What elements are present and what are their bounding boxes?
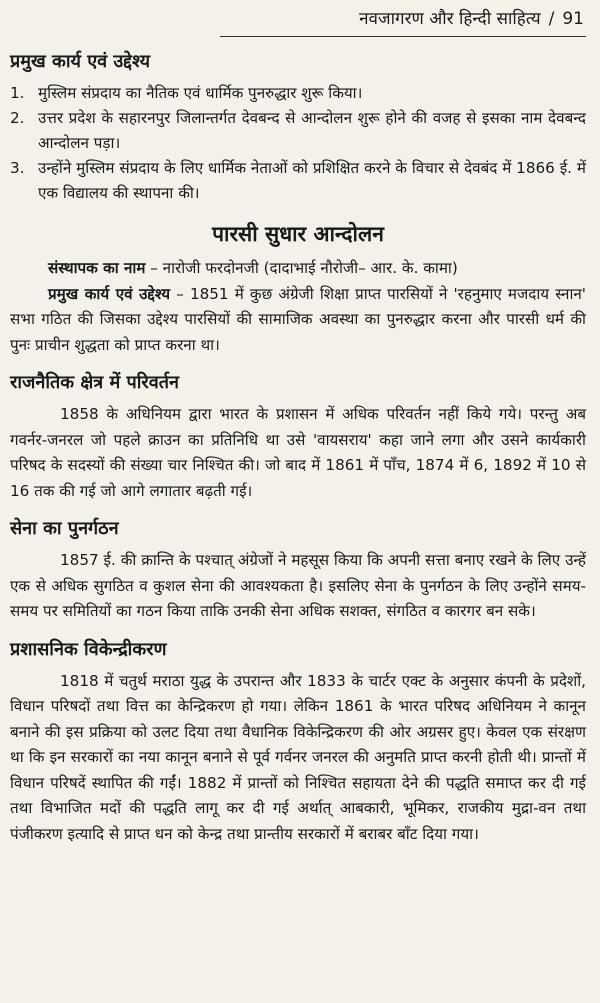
parsi-aims-text: – 1851 में कुछ अंग्रेजी शिक्षा प्राप्त पारसियों ने 'रहनुमाए मजदाय स्नान' सभा गठित की जिसका उद्देश्य पारसियों की सामाजिक अवस्था का पुनरुद्धार करना और पारसी धर्म की पुनः प्राचीन शुद्धता को प्राप्त करना था। <box>10 284 586 354</box>
section-heading-army: सेना का पुनर्गठन <box>10 518 119 539</box>
army-paragraph: 1857 ई. की क्रान्ति के पश्चात् अंग्रेजों ने महसूस किया कि अपनी सत्ता बनाए रखने के लिए उन्हें एक से अधिक सुगठित व कुशल सेना की आवश्यकता है। इसलिए सेना के पुनर्गठन के लिए उन्होंने समय-समय पर समितियों का गठन किया ताकि उनकी सेना अधिक सशक्त, संगठित व कारगर बन सके। <box>10 551 586 620</box>
list-number: 2. <box>10 109 25 127</box>
list-text: उत्तर प्रदेश के सहारनपुर जिलान्तर्गत देवबन्द से आन्दोलन शुरू होने की वजह से इसका नाम देवबन्द आन्दोलन पड़ा। <box>38 109 586 152</box>
list-item <box>10 156 586 206</box>
section-heading-aims: प्रमुख कार्य एवं उद्देश्य <box>10 51 151 72</box>
founder-paragraph <box>10 256 586 282</box>
header-separator: / <box>548 9 555 29</box>
page-number: 91 <box>562 9 584 29</box>
political-paragraph: 1858 के अधिनियम द्वारा भारत के प्रशासन में अधिक परिवर्तन नहीं किये गये। परन्तु अब गवर्नर-जनरल जो पहले क्राउन का प्रतिनिधि था उसे 'वायसराय' कहा जाने लगा और उसने कार्यकारी परिषद के सदस्यों की संख्या चार निश्चित की। जो बाद में 1861 में पाँच, 1874 में 6, 1892 में 10 से 16 तक की गई जो आगे लगातार बढ़ती गई। <box>10 405 586 500</box>
list-number: 3. <box>10 159 25 177</box>
running-header <box>220 6 586 37</box>
list-item <box>10 81 586 106</box>
parsi-aims-label: प्रमुख कार्य एवं उद्देश्य <box>48 284 171 303</box>
list-item <box>10 106 586 156</box>
section-title-parsi: पारसी सुधार आन्दोलन <box>212 222 384 246</box>
founder-label: संस्थापक का नाम <box>48 259 146 277</box>
list-number: 1. <box>10 84 25 102</box>
header-title: नवजागरण और हिन्दी साहित्य <box>359 9 541 29</box>
list-text: मुस्लिम संप्रदाय का नैतिक एवं धार्मिक पुनरुद्धार शुरू किया। <box>38 84 363 102</box>
parsi-aims-paragraph <box>10 282 586 359</box>
section-heading-political: राजनैतिक क्षेत्र में परिवर्तन <box>10 372 180 393</box>
founder-text: – नारोजी फरदोनजी (दादाभाई नौरोजी– आर. के. कामा) <box>145 259 458 277</box>
admin-paragraph: 1818 में चतुर्थ मराठा युद्ध के उपरान्त और 1833 के चार्टर एक्ट के अनुसार कंपनी के प्रदेशों, विधान परिषदों तथा वित्त का केन्द्रिकरण हो गया। लेकिन 1861 के भारत परिषद अधिनियम ने कानून बनाने की इस प्रक्रिया को उलट दिया तथा वैधानिक विकेन्द्रिकरण की ओर अग्रसर हुए। केवल एक संरक्षण था कि इन सरकारों का नया कानून बनाने से पूर्व गर्वनर जनरल की अनुमति प्राप्त करनी होती थी। प्रान्तों में विधान परिषदें स्थापित की गईं। 1882 में प्रान्तों को निश्चित सहायता देने की पद्धति समाप्त कर दी गई तथा विभाजित मदों की पद्धति लागू कर दी गई अर्थात् आबकारी, भूमिकर, राजकीय मुद्रा-वन तथा पंजीकरण इत्यादि से प्राप्त धन को केन्द्र तथा प्रान्तीय सरकारों में बराबर बाँट दिया गया। <box>10 671 586 843</box>
aims-list <box>10 81 586 206</box>
list-text: उन्होंने मुस्लिम संप्रदाय के लिए धार्मिक नेताओं को प्रशिक्षित करने के विचार से देवबंद में 1866 ई. में एक विद्यालय की स्थापना की। <box>38 159 586 202</box>
section-heading-admin: प्रशासनिक विकेन्द्रीकरण <box>10 638 167 660</box>
